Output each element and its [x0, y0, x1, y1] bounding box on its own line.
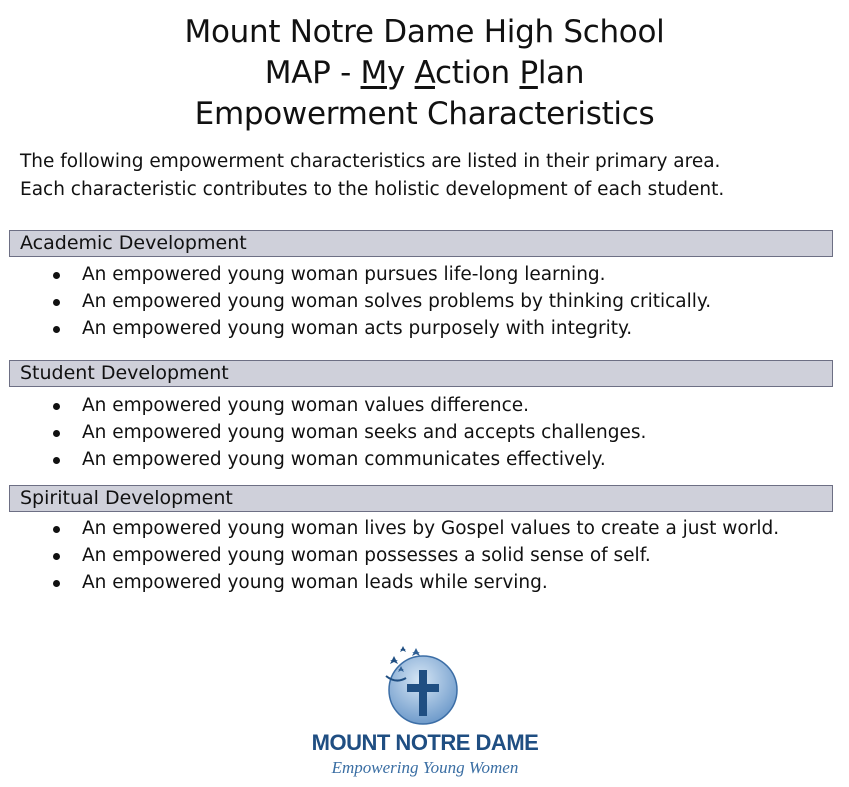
logo-wordmark: MOUNT NOTRE DAME: [311, 730, 539, 755]
section-heading-spiritual: Spiritual Development: [9, 485, 833, 512]
school-name: Mount Notre Dame High School: [184, 14, 665, 50]
list-item: An empowered young woman lives by Gospel values to create a just world.: [50, 515, 779, 542]
page-subtitle: Empowerment Characteristics: [194, 96, 655, 132]
list-item: An empowered young woman seeks and accepts challenges.: [50, 419, 646, 446]
list-item: An empowered young woman leads while serving.: [50, 569, 779, 596]
list-item: An empowered young woman solves problems by thinking critically.: [50, 288, 711, 315]
student-list: [50, 392, 646, 473]
academic-list: [50, 261, 711, 342]
list-item: An empowered young woman pursues life-long learning.: [50, 261, 711, 288]
list-item: An empowered young woman values difference.: [50, 392, 646, 419]
intro-line: Each characteristic contributes to the holistic development of each student.: [20, 179, 725, 200]
logo-tagline: Empowering Young Women: [331, 758, 519, 777]
intro-paragraph: [20, 148, 724, 204]
spiritual-list: [50, 515, 779, 596]
list-item: An empowered young woman possesses a solid sense of self.: [50, 542, 779, 569]
list-item: An empowered young woman acts purposely with integrity.: [50, 315, 711, 342]
document-title: [0, 12, 849, 135]
intro-line: The following empowerment characteristics are listed in their primary area.: [20, 151, 721, 172]
plan-title: MAP - My Action Plan: [264, 55, 585, 91]
section-heading-student: Student Development: [9, 360, 833, 387]
section-heading-academic: Academic Development: [9, 230, 833, 257]
list-item: An empowered young woman communicates effectively.: [50, 446, 646, 473]
